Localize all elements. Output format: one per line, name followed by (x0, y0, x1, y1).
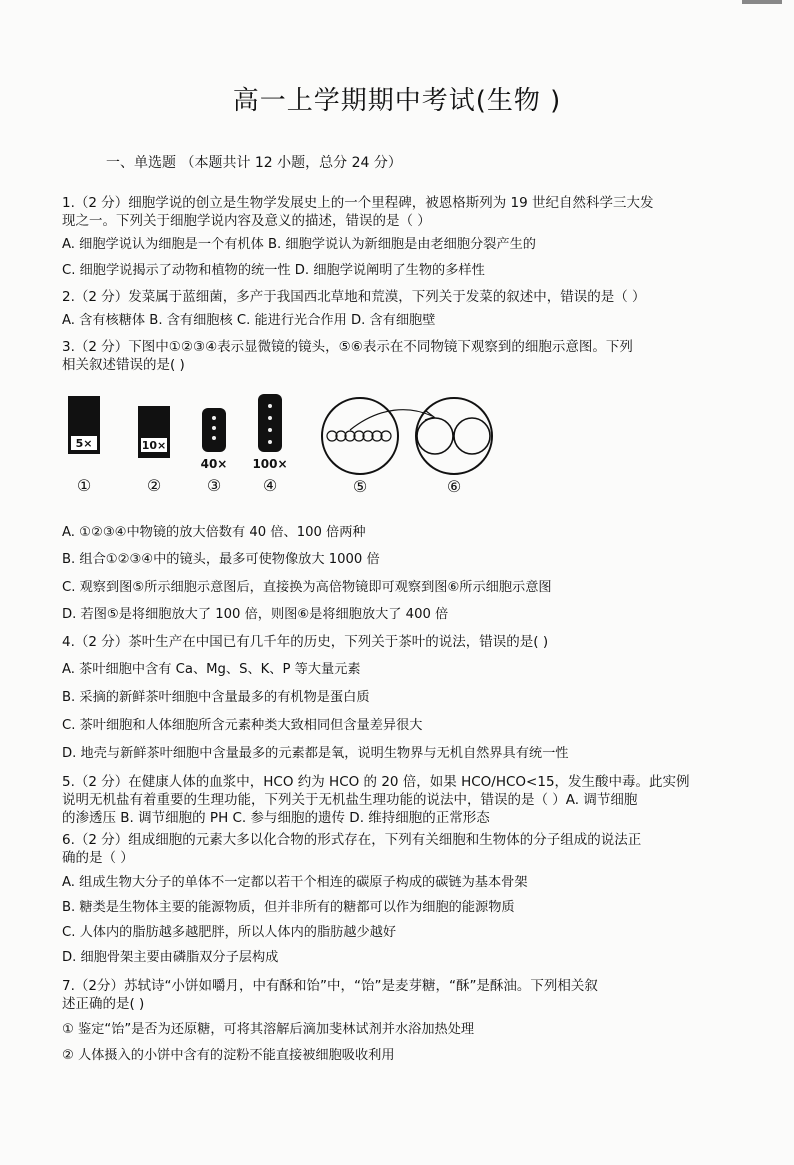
lens4-number: ④ (262, 476, 278, 495)
q6-line2: 确的是（ ） (62, 850, 134, 866)
lens2-number: ② (146, 476, 162, 495)
q6-line1: 6.（2 分）组成细胞的元素大多以化合物的形式存在，下列有关细胞和生物体的分子组成的说法正 (62, 832, 642, 848)
view5-circle (322, 398, 398, 474)
q4-line1: 4.（2 分）茶叶生产在中国已有几千年的历史，下列关于茶叶的说法，错误的是( ) (62, 634, 549, 650)
microscope-figure (60, 392, 500, 502)
q6-opt-b: B. 糖类是生物体主要的能源物质，但并非所有的糖都可以作为细胞的能源物质 (62, 900, 515, 915)
view6-number: ⑥ (446, 477, 462, 496)
q3-opt-a: A. ①②③④中物镜的放大倍数有 40 倍、100 倍两种 (62, 525, 366, 540)
scan-mark (742, 0, 782, 4)
q5-line1: 5.（2 分）在健康人体的血浆中，HCO 约为 HCO 的 20 倍，如果 HCO/HCO<15，发生酸中毒。此实例 (62, 774, 690, 790)
view5-number: ⑤ (352, 477, 368, 496)
q7-line1: 7.（2分）苏轼诗“小饼如嚼月，中有酥和饴”中，“饴”是麦芽糖，“酥”是酥油。下列相关叙 (62, 978, 598, 994)
q6-opt-a: A. 组成生物大分子的单体不一定都以若干个相连的碳原子构成的碳链为基本骨架 (62, 875, 528, 890)
lens1-label: 5× (75, 437, 93, 450)
q4-opt-b: B. 采摘的新鲜茶叶细胞中含量最多的有机物是蛋白质 (62, 690, 370, 705)
q4-opt-d: D. 地壳与新鲜茶叶细胞中含量最多的元素都是氧，说明生物界与无机自然界具有统一性 (62, 746, 569, 761)
lens3-number: ③ (206, 476, 222, 495)
q1-opt-ab: A. 细胞学说认为细胞是一个有机体 B. 细胞学说认为新细胞是由老细胞分裂产生的 (62, 237, 536, 252)
q4-opt-c: C. 茶叶细胞和人体细胞所含元素种类大致相同但含量差异很大 (62, 718, 423, 733)
q3-opt-d: D. 若图⑤是将细胞放大了 100 倍，则图⑥是将细胞放大了 400 倍 (62, 607, 449, 622)
q1-line1: 1.（2 分）细胞学说的创立是生物学发展史上的一个里程碑，被恩格斯列为 19 世纪自然科学三大发 (62, 195, 654, 211)
q3-opt-b: B. 组合①②③④中的镜头，最多可使物像放大 1000 倍 (62, 552, 380, 567)
q1-line2: 现之一。下列关于细胞学说内容及意义的描述，错误的是（ ） (62, 213, 431, 229)
q4-opt-a: A. 茶叶细胞中含有 Ca、Mg、S、K、P 等大量元素 (62, 662, 361, 677)
section-heading: 一、单选题 （本题共计 12 小题，总分 24 分） (106, 155, 402, 171)
q5-line2: 说明无机盐有着重要的生理功能，下列关于无机盐生理功能的说法中，错误的是（ ）A. 调节细胞 (62, 792, 638, 808)
page-title: 高一上学期期中考试(生物 ) (232, 86, 562, 116)
lens3-label: 40× (200, 457, 228, 471)
q7-stmt1: ① 鉴定“饴”是否为还原糖，可将其溶解后滴加斐林试剂并水浴加热处理 (62, 1022, 475, 1037)
q3-line2: 相关叙述错误的是( ) (62, 357, 185, 373)
q3-opt-c: C. 观察到图⑤所示细胞示意图后，直接换为高倍物镜即可观察到图⑥所示细胞示意图 (62, 580, 552, 595)
q2-opts: A. 含有核糖体 B. 含有细胞核 C. 能进行光合作用 D. 含有细胞壁 (62, 313, 436, 328)
q2-line1: 2.（2 分）发菜属于蓝细菌，多产于我国西北草地和荒漠，下列关于发菜的叙述中，错误的是（ ） (62, 289, 646, 305)
view5-cells (327, 431, 391, 441)
q6-opt-d: D. 细胞骨架主要由磷脂双分子层构成 (62, 950, 279, 965)
q5-line3: 的渗透压 B. 调节细胞的 PH C. 参与细胞的遗传 D. 维持细胞的正常形态 (62, 810, 490, 826)
lens1-number: ① (76, 476, 92, 495)
q1-opt-cd: C. 细胞学说揭示了动物和植物的统一性 D. 细胞学说阐明了生物的多样性 (62, 263, 485, 278)
lens2-label: 10× (141, 439, 167, 452)
lens4-label: 100× (252, 457, 288, 471)
q3-line1: 3.（2 分）下图中①②③④表示显微镜的镜头，⑤⑥表示在不同物镜下观察到的细胞示意图。下列 (62, 339, 633, 355)
q7-stmt2: ② 人体摄入的小饼中含有的淀粉不能直接被细胞吸收利用 (62, 1048, 395, 1063)
q7-line2: 述正确的是( ) (62, 996, 145, 1012)
q6-opt-c: C. 人体内的脂肪越多越肥胖，所以人体内的脂肪越少越好 (62, 925, 397, 940)
